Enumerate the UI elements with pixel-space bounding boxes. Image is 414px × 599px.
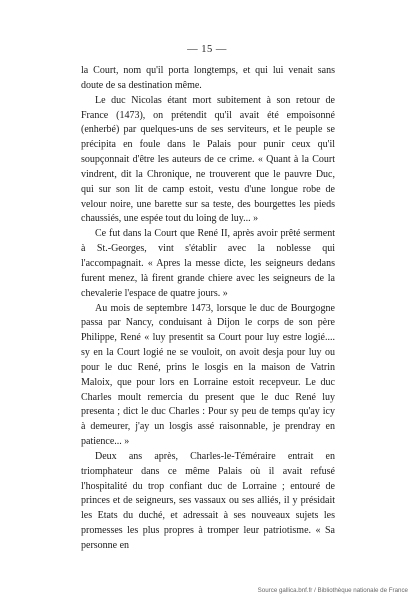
paragraph-2: Le duc Nicolas étant mort subitement à son retour de France (1473), on prétendit qu'il avait été empoisonné (enherbé) par quelques-uns de ses serviteurs, et le peuple se précipita en foule dans le Palais pour punir ceux qu'il soupçonnait d'être les auteurs de ce crime. « Quant à la Court vindrent, dit la Chronique, ne trouverent que le pauvre Duc, qui sur son lit de camp estoit, vestu d'une longue robe de velour noire, une barette sur sa teste, des bourgettes les pieds chaussiés, une espée tout du loing de luy... » bbox=[81, 94, 335, 225]
source-attribution: Source gallica.bnf.fr / Bibliothèque nationale de France bbox=[257, 587, 408, 594]
paragraph-1: la Court, nom qu'il porta longtemps, et qui lui venait sans doute de sa destination même. bbox=[81, 65, 335, 91]
body-text bbox=[81, 64, 335, 554]
paragraph-4: Au mois de septembre 1473, lorsque le duc de Bourgogne passa par Nancy, conduisant à Dijon le corps de son père Philippe, René « luy presentit sa Court pour luy estre logié.... sy en la Court logié ne se vouloit, on avoit desja pour luy ou pour le duc René, prins le losgis en la maison de Vatrin Maloix, que pour lors en Lorraine estoit recepveur. Le duc Charles moult remercia du present que le duc René luy presenta ; dict le duc Charles : Pour sy peu de temps qu'ay icy à demeurer, j'ay un losgis assé raisonnable, je prendray en patience... » bbox=[81, 302, 335, 448]
paragraph-5: Deux ans après, Charles-le-Téméraire entrait en triomphateur dans ce même Palais où il avait refusé l'hospitalité du trop confiant duc de Lorraine ; entouré de princes et de seigneurs, ses vassaux ou ses alliés, il y présidait les Etats du duché, et adressait à ses nouveaux sujets les promesses les plus propres à tromper leur patriotisme. « Sa personne en bbox=[81, 450, 335, 551]
paragraph-3: Ce fut dans la Court que René II, après avoir prêté serment à St.-Georges, vint s'établir avec la noblesse qui l'accompagnait. « Apres la messe dicte, les seigneurs dedans furent menez, là firent grande chiere avec les seigneurs de la chevalerie l'espace de quatre jours. » bbox=[81, 228, 335, 299]
page-number: — 15 — bbox=[187, 44, 227, 55]
